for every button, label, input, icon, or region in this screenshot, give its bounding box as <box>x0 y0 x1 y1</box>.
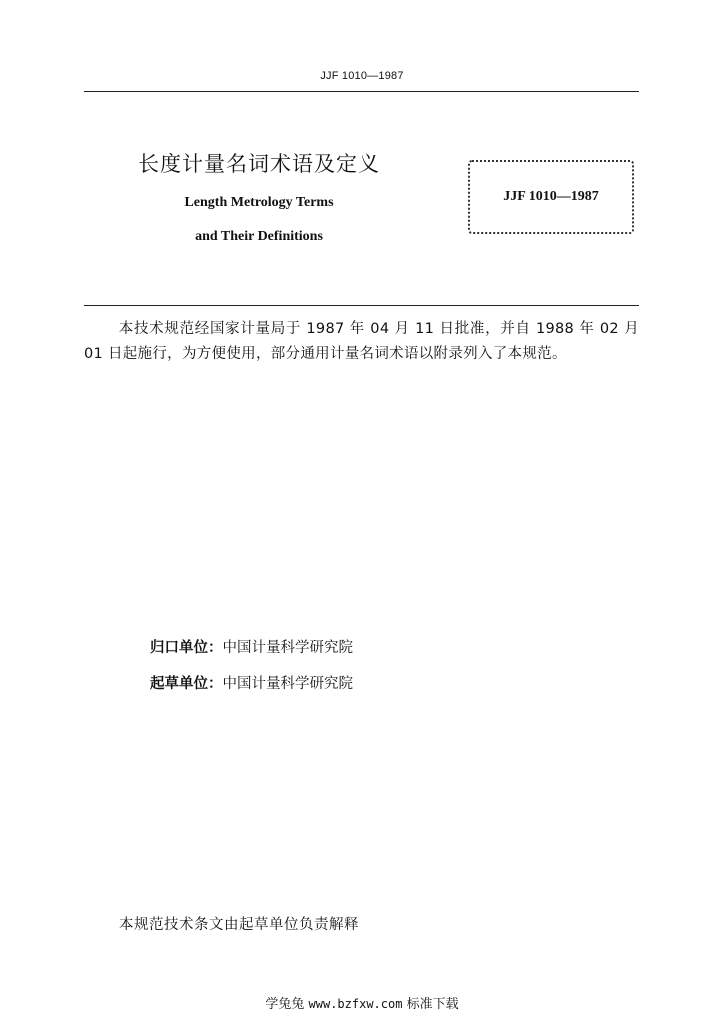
watermark-footer <box>0 993 724 1012</box>
drafting-unit-label: 起草单位： <box>150 676 223 692</box>
watermark-prefix: 学兔兔 <box>265 997 305 1012</box>
title-divider <box>84 305 639 306</box>
header-divider <box>84 91 639 92</box>
header-standard-code: JJF 1010—1987 <box>320 70 404 82</box>
standard-code-box <box>468 160 634 234</box>
drafting-unit-row <box>150 672 353 693</box>
interpretation-note: 本规范技术条文由起草单位负责解释 <box>119 917 359 933</box>
drafting-unit-value: 中国计量科学研究院 <box>222 676 353 692</box>
watermark-suffix: 标准下载 <box>406 997 459 1012</box>
responsible-unit-label: 归口单位： <box>150 640 223 656</box>
document-title-english-line2: and Their Definitions <box>195 229 323 244</box>
watermark-url[interactable]: www.bzfxw.com <box>308 997 403 1011</box>
standard-code-box-text: JJF 1010—1987 <box>503 189 599 204</box>
responsible-unit-value: 中国计量科学研究院 <box>222 640 353 656</box>
document-title-english-line1: Length Metrology Terms <box>184 195 334 210</box>
responsible-unit-row <box>150 636 353 657</box>
approval-statement: 本技术规范经国家计量局于 1987 年 04 月 11 日批准，并自 1988 年 02 月 01 日起施行，为方便使用，部分通用计量名词术语以附录列入了本规范。 <box>84 321 639 362</box>
document-title-chinese: 长度计量名词术语及定义 <box>138 152 380 176</box>
